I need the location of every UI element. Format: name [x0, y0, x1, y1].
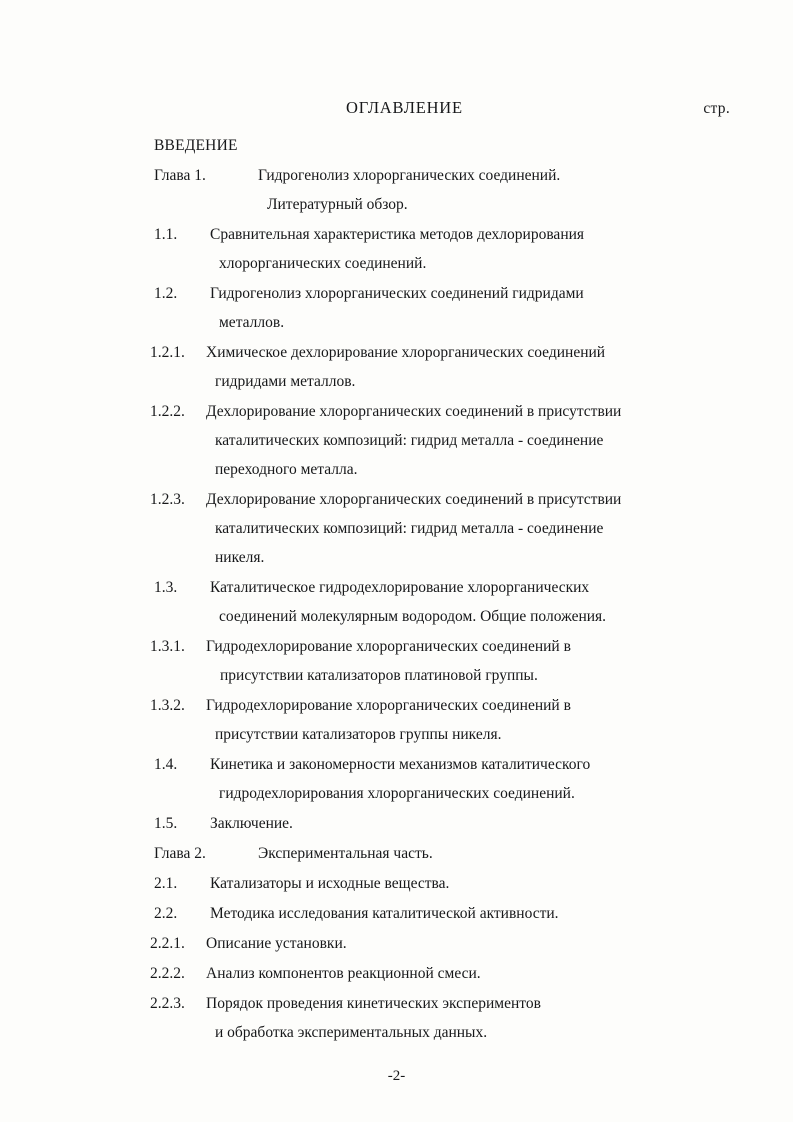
toc-entry-line: Экспериментальная часть.	[258, 845, 433, 862]
toc-entry-text	[206, 929, 730, 958]
toc-entry-text	[210, 809, 730, 838]
toc-entry-line: и обработка экспериментальных данных.	[215, 1024, 488, 1041]
toc-entry	[150, 809, 730, 838]
toc-entry-line: Гидрогенолиз хлорорганических соединений.	[258, 167, 561, 184]
toc-entry-line: Гидродехлорирование хлорорганических соединений в	[206, 638, 571, 655]
toc-entry-line: Дехлорирование хлорорганических соединений в присутствии	[206, 491, 622, 508]
toc-entry-text	[258, 161, 730, 219]
toc-entry-text	[206, 485, 730, 572]
toc-entry-number: 1.3.	[154, 579, 178, 596]
toc-entry-line: Порядок проведения кинетических экспериментов	[206, 995, 541, 1012]
toc-entry	[150, 485, 730, 572]
toc-entry	[150, 338, 730, 396]
toc-entry	[150, 869, 730, 898]
toc-entry-number: 1.4.	[154, 756, 178, 773]
toc-entry-line: Гидродехлорирование хлорорганических соединений в	[206, 697, 571, 714]
toc-entry-line: Гидрогенолиз хлорорганических соединений гидридами	[210, 285, 584, 302]
toc-entry-line: присутствии катализаторов платиновой группы.	[220, 667, 538, 684]
toc-entry-number: 2.2.1.	[150, 935, 185, 952]
toc-entry-line: Методика исследования каталитической активности.	[210, 905, 559, 922]
toc-entry-line: никеля.	[215, 549, 265, 566]
toc-entry	[150, 989, 730, 1047]
toc-entry-text	[206, 397, 730, 484]
toc-entry-number: 1.1.	[154, 226, 178, 243]
toc-entry-text	[210, 869, 730, 898]
toc-entry-number: 2.2.	[154, 905, 178, 922]
toc-entry-text	[206, 691, 730, 749]
toc-entry-text	[258, 839, 730, 868]
toc-entry-line: Химическое дехлорирование хлорорганических соединений	[206, 344, 606, 361]
toc-entry-text	[206, 959, 730, 988]
toc-entry-number: 2.1.	[154, 875, 178, 892]
toc-entry-line: присутствии катализаторов группы никеля.	[215, 726, 502, 743]
page-title: ОГЛАВЛЕНИЕ	[346, 98, 463, 117]
toc-entry	[150, 220, 730, 278]
toc-entry	[150, 899, 730, 928]
toc-entry-number: Глава 1.	[154, 167, 206, 184]
toc-entry	[150, 839, 730, 868]
toc-entry-text	[210, 279, 730, 337]
toc-entry-number: 2.2.3.	[150, 995, 185, 1012]
toc-entry-number: 1.2.	[154, 285, 178, 302]
toc-entry-line: Дехлорирование хлорорганических соединений в присутствии	[206, 403, 622, 420]
toc-entry	[150, 929, 730, 958]
toc-entry	[150, 959, 730, 988]
toc-entry-line: Каталитическое гидродехлорирование хлорорганических	[210, 579, 590, 596]
toc-entry	[150, 279, 730, 337]
toc-entry-number: 1.3.2.	[150, 697, 185, 714]
table-of-contents	[150, 98, 730, 1048]
toc-entry-line: Анализ компонентов реакционной смеси.	[206, 965, 481, 982]
toc-entry	[150, 691, 730, 749]
toc-entry-number: 1.5.	[154, 815, 178, 832]
toc-entry-line: Сравнительная характеристика методов дехлорирования	[210, 226, 585, 243]
toc-entry-line: Кинетика и закономерности механизмов каталитического	[210, 756, 591, 773]
toc-header	[150, 98, 730, 128]
toc-entry-text	[210, 899, 730, 928]
toc-entry-introduction: ВВЕДЕНИЕ	[154, 137, 238, 154]
toc-entry-line: Катализаторы и исходные вещества.	[210, 875, 450, 892]
toc-entry	[150, 397, 730, 484]
toc-entry	[150, 573, 730, 631]
toc-entry-line: каталитических композиций: гидрид металла - соединение	[215, 432, 604, 449]
toc-entry-text	[210, 750, 730, 808]
page-number: -2-	[387, 1068, 406, 1084]
toc-entry-line: каталитических композиций: гидрид металла - соединение	[215, 520, 604, 537]
toc-entry-text	[206, 989, 730, 1047]
toc-entry-line: Заключение.	[210, 815, 293, 832]
toc-entry-line: переходного металла.	[215, 461, 358, 478]
toc-entry-number: 2.2.2.	[150, 965, 185, 982]
toc-entry-text	[206, 338, 730, 396]
toc-entry-list	[150, 161, 730, 1047]
toc-entry	[150, 161, 730, 219]
toc-entry-line: Литературный обзор.	[267, 196, 408, 213]
toc-entry-text	[210, 573, 730, 631]
page-column-label: стр.	[703, 100, 730, 117]
toc-entry-text	[210, 220, 730, 278]
toc-entry-number: Глава 2.	[154, 845, 206, 862]
toc-entry-line: хлорорганических соединений.	[219, 255, 427, 272]
toc-entry-number: 1.2.2.	[150, 403, 185, 420]
toc-entry-line: гидридами металлов.	[215, 373, 356, 390]
toc-entry-line: Описание установки.	[206, 935, 347, 952]
toc-entry	[150, 750, 730, 808]
toc-entry	[150, 632, 730, 690]
toc-entry-line: металлов.	[219, 314, 285, 331]
toc-entry-number: 1.3.1.	[150, 638, 185, 655]
toc-entry-text	[206, 632, 730, 690]
toc-entry-line: гидродехлорирования хлорорганических соединений.	[219, 785, 575, 802]
toc-entry-number: 1.2.1.	[150, 344, 185, 361]
toc-entry-number: 1.2.3.	[150, 491, 185, 508]
toc-entry-line: соединений молекулярным водородом. Общие положения.	[219, 608, 607, 625]
